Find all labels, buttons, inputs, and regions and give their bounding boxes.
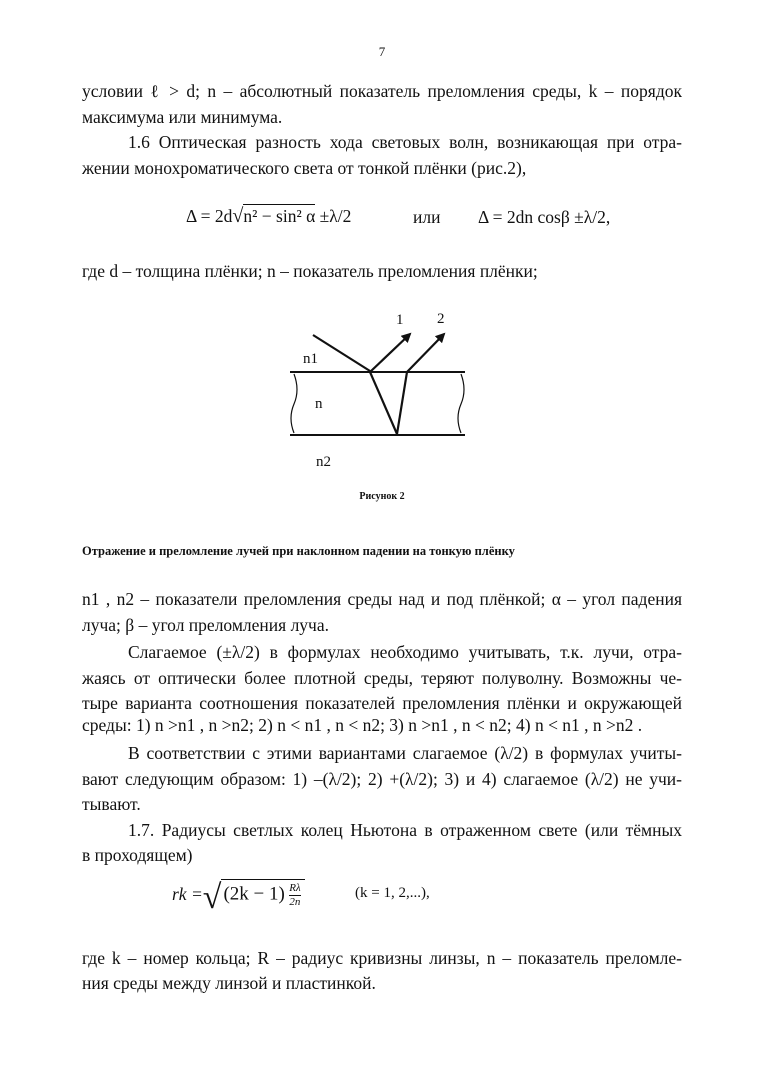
reflected-ray-2 — [407, 334, 444, 372]
formula-fraction — [289, 882, 300, 909]
figure-caption: Рисунок 2 — [359, 491, 405, 502]
film-label-n: n — [315, 396, 323, 412]
section-heading: Отражение и преломление лучей при наклонном падении на тонкую плёнку — [82, 544, 515, 558]
text-line-18: ния среды между линзой и пластинкой. — [82, 973, 376, 993]
ray-label-2: 2 — [437, 311, 445, 327]
refracted-ray — [370, 372, 397, 434]
sqrt-symbol: √ — [232, 205, 244, 227]
text-line-10: тыре варианта соотношения показателей преломления плёнки и окружающей — [82, 693, 682, 713]
incident-ray — [313, 335, 370, 371]
page-number: 7 — [378, 44, 386, 59]
formula-inner: (2k − 1) — [223, 884, 285, 905]
internal-reflected-ray — [397, 372, 407, 434]
text-line-11: среды: 1) n >n1 , n >n2; 2) n < n1 , n < n2; 3) n >n1 , n < n2; 4) n < n1 , n >n2 . — [82, 715, 643, 735]
sqrt-symbol-2: √ — [202, 879, 222, 916]
formula-sqrt-body-2 — [221, 879, 304, 909]
formula-or: или — [413, 207, 441, 227]
formula-delta-2: Δ = 2dn cosβ ±λ/2, — [478, 207, 611, 227]
thin-film-figure — [280, 300, 480, 480]
text-line-12: В соответствии с этими вариантами слагаемое (λ/2) в формулах учиты- — [128, 743, 682, 763]
text-line-14: тывают. — [82, 794, 141, 814]
medium-label-n2: n2 — [316, 454, 331, 470]
formula-frac-den: 2n — [289, 896, 301, 909]
text-line-6: n1 , n2 – показатели преломления среды над и под плёнкой; α – угол падения — [82, 589, 682, 609]
formula-newton-rings — [172, 879, 305, 917]
formula-sqrt-body: n² − sin² α — [243, 206, 316, 226]
text-line-13: вают следующим образом: 1) –(λ/2); 2) +(λ/2); 3) и 4) слагаемое (λ/2) не учи- — [82, 769, 682, 789]
film-left-break — [291, 374, 297, 433]
text-line-8: Слагаемое (±λ/2) в формулах необходимо учитывать, т.к. лучи, отра- — [128, 642, 682, 662]
formula-tail: ±λ/2 — [319, 206, 352, 226]
text-line-2: максимума или минимума. — [82, 107, 283, 127]
ray-label-1: 1 — [396, 312, 404, 328]
text-line-9: жаясь от оптически более плотной среды, теряют полуволну. Возможны че- — [82, 668, 682, 688]
text-line-1: условии ℓ > d; n – абсолютный показатель преломления среды, k – порядок — [82, 81, 682, 101]
formula-frac-num: Rλ — [289, 882, 301, 895]
text-line-17: где k – номер кольца; R – радиус кривизны линзы, n – показатель преломле- — [82, 948, 682, 968]
formula-k-range: (k = 1, 2,...), — [355, 885, 430, 901]
text-line-5: где d – толщина плёнки; n – показатель преломления плёнки; — [82, 261, 538, 281]
text-line-16: в проходящем) — [82, 845, 193, 865]
text-line-7: луча; β – угол преломления луча. — [82, 615, 329, 635]
text-line-4: жении монохроматического света от тонкой плёнки (рис.2), — [82, 158, 527, 178]
medium-label-n1: n1 — [303, 351, 318, 367]
formula-delta-1 — [186, 205, 351, 228]
text-line-15: 1.7. Радиусы светлых колец Ньютона в отраженном свете (или тёмных — [128, 820, 682, 840]
reflected-ray-1 — [370, 334, 410, 372]
formula-lhs: rk = — [172, 884, 203, 904]
text-line-3: 1.6 Оптическая разность хода световых волн, возникающая при отра- — [128, 132, 682, 152]
film-right-break — [458, 374, 464, 433]
formula-delta-left: Δ = 2d — [186, 206, 233, 226]
